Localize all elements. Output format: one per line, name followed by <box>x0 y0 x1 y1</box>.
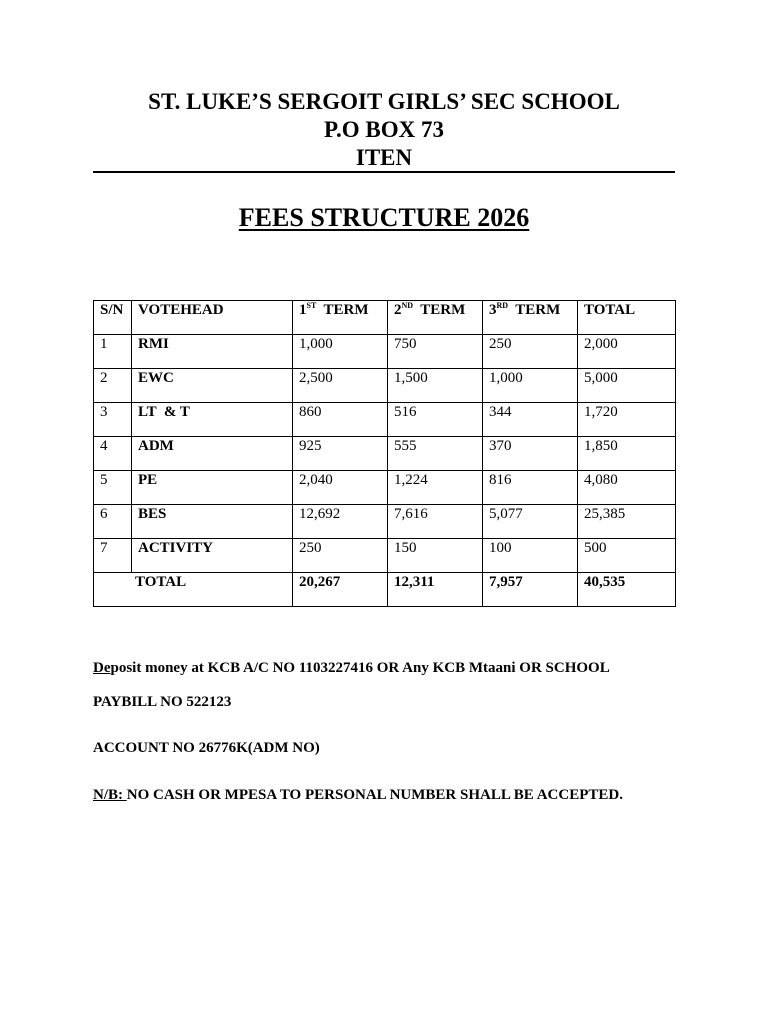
cell-votehead: RMI <box>132 335 293 369</box>
cell-term1: 1,000 <box>293 335 388 369</box>
cell-term3: 250 <box>483 335 578 369</box>
term3-word: TERM <box>515 302 561 318</box>
cell-term3: 100 <box>483 539 578 573</box>
table-row <box>94 369 676 403</box>
cell-total: 500 <box>578 539 676 573</box>
cell-term3: 344 <box>483 403 578 437</box>
account-note: ACCOUNT NO 26776K(ADM NO) <box>93 740 320 756</box>
col-header-term1 <box>293 301 388 335</box>
totals-row <box>94 573 676 607</box>
cell-term1: 2,500 <box>293 369 388 403</box>
cell-term2: 750 <box>388 335 483 369</box>
deposit-underlined: De <box>93 660 111 676</box>
cell-term3: 5,077 <box>483 505 578 539</box>
cell-term1: 925 <box>293 437 388 471</box>
col-header-term3 <box>483 301 578 335</box>
nb-note <box>93 787 623 804</box>
term1-number: 1 <box>299 302 307 318</box>
cell-term2: 150 <box>388 539 483 573</box>
cell-term1: 860 <box>293 403 388 437</box>
cell-votehead: ADM <box>132 437 293 471</box>
cell-term2: 7,616 <box>388 505 483 539</box>
table-header-row <box>94 301 676 335</box>
table-row <box>94 471 676 505</box>
table-row <box>94 437 676 471</box>
table-row <box>94 403 676 437</box>
term3-number: 3 <box>489 302 497 318</box>
cell-total: 1,720 <box>578 403 676 437</box>
cell-sn: 2 <box>94 369 132 403</box>
deposit-note <box>93 660 610 677</box>
school-town: ITEN <box>355 145 413 170</box>
col-header-votehead: VOTEHEAD <box>132 301 293 335</box>
total-term3: 7,957 <box>483 573 578 607</box>
cell-total: 5,000 <box>578 369 676 403</box>
cell-term3: 1,000 <box>483 369 578 403</box>
paybill-note: PAYBILL NO 522123 <box>93 694 232 710</box>
cell-total: 1,850 <box>578 437 676 471</box>
cell-votehead: ACTIVITY <box>132 539 293 573</box>
cell-sn: 3 <box>94 403 132 437</box>
cell-sn: 5 <box>94 471 132 505</box>
col-header-term2 <box>388 301 483 335</box>
page-title <box>93 203 675 233</box>
cell-term3: 370 <box>483 437 578 471</box>
cell-votehead: LT & T <box>132 403 293 437</box>
header-divider <box>93 171 675 173</box>
school-name: ST. LUKE’S SERGOIT GIRLS’ SEC SCHOOL <box>148 89 620 114</box>
col-header-sn: S/N <box>94 301 132 335</box>
cell-term1: 12,692 <box>293 505 388 539</box>
letterhead <box>93 88 675 172</box>
table-row <box>94 335 676 369</box>
term1-suffix: ST <box>306 301 317 310</box>
table-row <box>94 505 676 539</box>
cell-term1: 250 <box>293 539 388 573</box>
grand-total: 40,535 <box>578 573 676 607</box>
page-title-text: FEES STRUCTURE 2026 <box>238 203 530 232</box>
term2-suffix: ND <box>401 301 414 310</box>
totals-label: TOTAL <box>94 573 293 607</box>
cell-votehead: BES <box>132 505 293 539</box>
term2-word: TERM <box>420 302 466 318</box>
total-term2: 12,311 <box>388 573 483 607</box>
cell-sn: 7 <box>94 539 132 573</box>
term3-suffix: RD <box>496 301 509 310</box>
term2-number: 2 <box>394 302 402 318</box>
term1-word: TERM <box>323 302 369 318</box>
table-row <box>94 539 676 573</box>
cell-sn: 4 <box>94 437 132 471</box>
cell-total: 4,080 <box>578 471 676 505</box>
col-header-total: TOTAL <box>578 301 676 335</box>
nb-label: N/B: <box>93 787 127 803</box>
cell-term2: 555 <box>388 437 483 471</box>
total-term1: 20,267 <box>293 573 388 607</box>
cell-term3: 816 <box>483 471 578 505</box>
cell-votehead: EWC <box>132 369 293 403</box>
cell-sn: 1 <box>94 335 132 369</box>
deposit-text: posit money at KCB A/C NO 1103227416 OR Any KCB Mtaani OR SCHOOL <box>110 660 610 676</box>
cell-term1: 2,040 <box>293 471 388 505</box>
cell-votehead: PE <box>132 471 293 505</box>
cell-term2: 1,224 <box>388 471 483 505</box>
cell-total: 2,000 <box>578 335 676 369</box>
cell-total: 25,385 <box>578 505 676 539</box>
cell-sn: 6 <box>94 505 132 539</box>
cell-term2: 516 <box>388 403 483 437</box>
fees-table <box>93 300 676 607</box>
cell-term2: 1,500 <box>388 369 483 403</box>
school-address: P.O BOX 73 <box>324 117 444 142</box>
nb-text: NO CASH OR MPESA TO PERSONAL NUMBER SHALL BE ACCEPTED. <box>126 787 623 803</box>
